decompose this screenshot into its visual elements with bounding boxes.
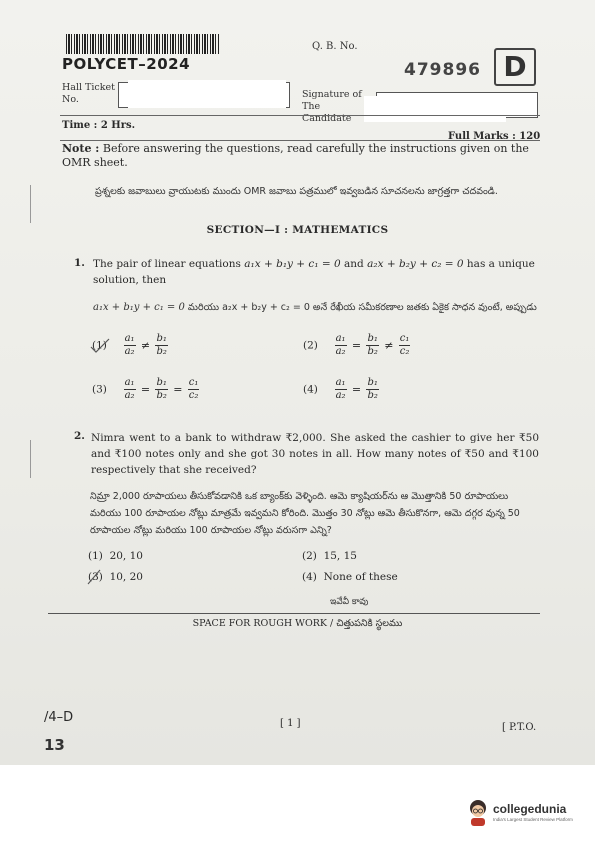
redaction (364, 96, 506, 122)
rough-work-label: SPACE FOR ROUGH WORK / చిత్తుపనికి స్థలము (192, 618, 403, 629)
q2-option-4[interactable]: (4) None of these (302, 571, 398, 583)
divider (48, 613, 540, 614)
redaction (128, 80, 286, 108)
watermark (465, 796, 585, 830)
barcode (66, 34, 220, 54)
qb-number: 479896 (404, 60, 481, 80)
edge-mark (30, 185, 31, 223)
q2-telugu-footer: ఇవేవీ కావు (330, 597, 369, 607)
signature-label: Signature of The Candidate (302, 89, 362, 124)
hall-ticket-label: Hall Ticket No. (62, 82, 115, 105)
handwritten-number: 13 (44, 736, 65, 754)
note-text: Before answering the questions, read carefully the instructions given on the OMR sheet. (62, 142, 529, 169)
q1-line1: The pair of linear equations a₁x + b₁y + c₁ = 0 and a₂x + b₂y + c₂ = 0 has a unique (93, 258, 535, 270)
q1-number: 1. (74, 257, 85, 269)
time-label: Time : 2 Hrs. (62, 120, 136, 131)
q1-option-4[interactable]: (4) $\frac{\text{a₁}}{\text{a₂}}$ = $\frac{\text{b₁}}{\text{b₂}}$ (303, 377, 378, 401)
q1-option-1[interactable]: (1) $\frac{\text{a₁}}{\text{a₂}}$ ≠ $\frac{\text{b₁}}{\text{b₂}}$ (92, 333, 167, 357)
section-title: SECTION—I : MATHEMATICS (206, 224, 389, 236)
note-telugu: ప్రశ్నలకు జవాబులు వ్రాయుటకు ముందు OMR జవాబు పత్రములో ఇవ్వబడిన సూచనలను జాగ్రత్తగా చదవండి. (95, 186, 498, 197)
full-marks: Full Marks : 120 (448, 131, 541, 142)
q1-eq2: a₂x + b₂y + c₂ = 0 (367, 258, 464, 270)
pen-mark (86, 569, 102, 585)
note-label: Note : (62, 142, 100, 155)
brand-tagline: India's Largest Student Review Platform (493, 817, 573, 822)
pto-label: [ P.T.O. (502, 722, 537, 733)
q2-option-3[interactable]: (3) 10, 20 (88, 571, 143, 583)
q1-telugu: a₁x + b₁y + c₁ = 0 మరియు a₂x + b₂y + c₂ = 0 అనే రేఖీయ సమీకరణాల జతకు ఏకైక సాధన వుంటే, అప్పుడు (93, 302, 537, 313)
note (62, 142, 540, 170)
page-code: /4–D (44, 710, 74, 725)
q2-option-1[interactable]: (1) 20, 10 (88, 550, 143, 562)
pen-mark (90, 337, 110, 353)
q1-option-3[interactable]: (3) $\frac{\text{a₁}}{\text{a₂}}$ = $\frac{\text{b₁}}{\text{b₂}}$ = $\frac{\text{c₁}}{\text{c₂}}$ (92, 377, 199, 401)
edge-mark (30, 440, 31, 478)
series-code: D (494, 48, 536, 86)
brand-name: collegedunia (493, 802, 567, 816)
q1-option-2[interactable]: (2) $\frac{\text{a₁}}{\text{a₂}}$ = $\frac{\text{b₁}}{\text{b₂}}$ ≠ $\frac{\text{c₁}}{\text{c₂}}$ (303, 333, 410, 357)
exam-title: POLYCET–2024 (62, 55, 191, 73)
q2-number: 2. (74, 430, 85, 442)
q1-line2: solution, then (93, 274, 167, 286)
qb-label: Q. B. No. (312, 41, 358, 52)
student-logo-icon (465, 798, 491, 826)
divider (60, 115, 540, 116)
q1-eq1: a₁x + b₁y + c₁ = 0 (244, 258, 341, 270)
q2-text: Nimra went to a bank to withdraw ₹2,000. She asked the cashier to give her ₹50 and ₹100 notes only and she got 30 notes in all. How many notes of ₹50 and ₹100 respectively that she received? (91, 432, 539, 476)
q2-telugu: నిమ్రా 2,000 రూపాయలు తీసుకోవడానికి ఒక బ్యాంక్‌కు వెళ్ళింది. ఆమె క్యాషియర్‌ను ఆ మొత్తానికి 50 రూపాయలు మరియు 100 రూపాయల నోట్లు మాత్రమే ఇవ్వమని కోరింది. మొత్తం 30 నోట్లు ఆమె తీసుకొనగా, ఆమె దగ్గర వున్న 50 రూపాయల నోట్లు మరియు 100 రూపాయల నోట్లు వరుసగా ఎన్ని? (90, 491, 520, 536)
q2-option-2[interactable]: (2) 15, 15 (302, 550, 357, 562)
page-number: [ 1 ] (280, 718, 301, 729)
divider (60, 140, 540, 141)
